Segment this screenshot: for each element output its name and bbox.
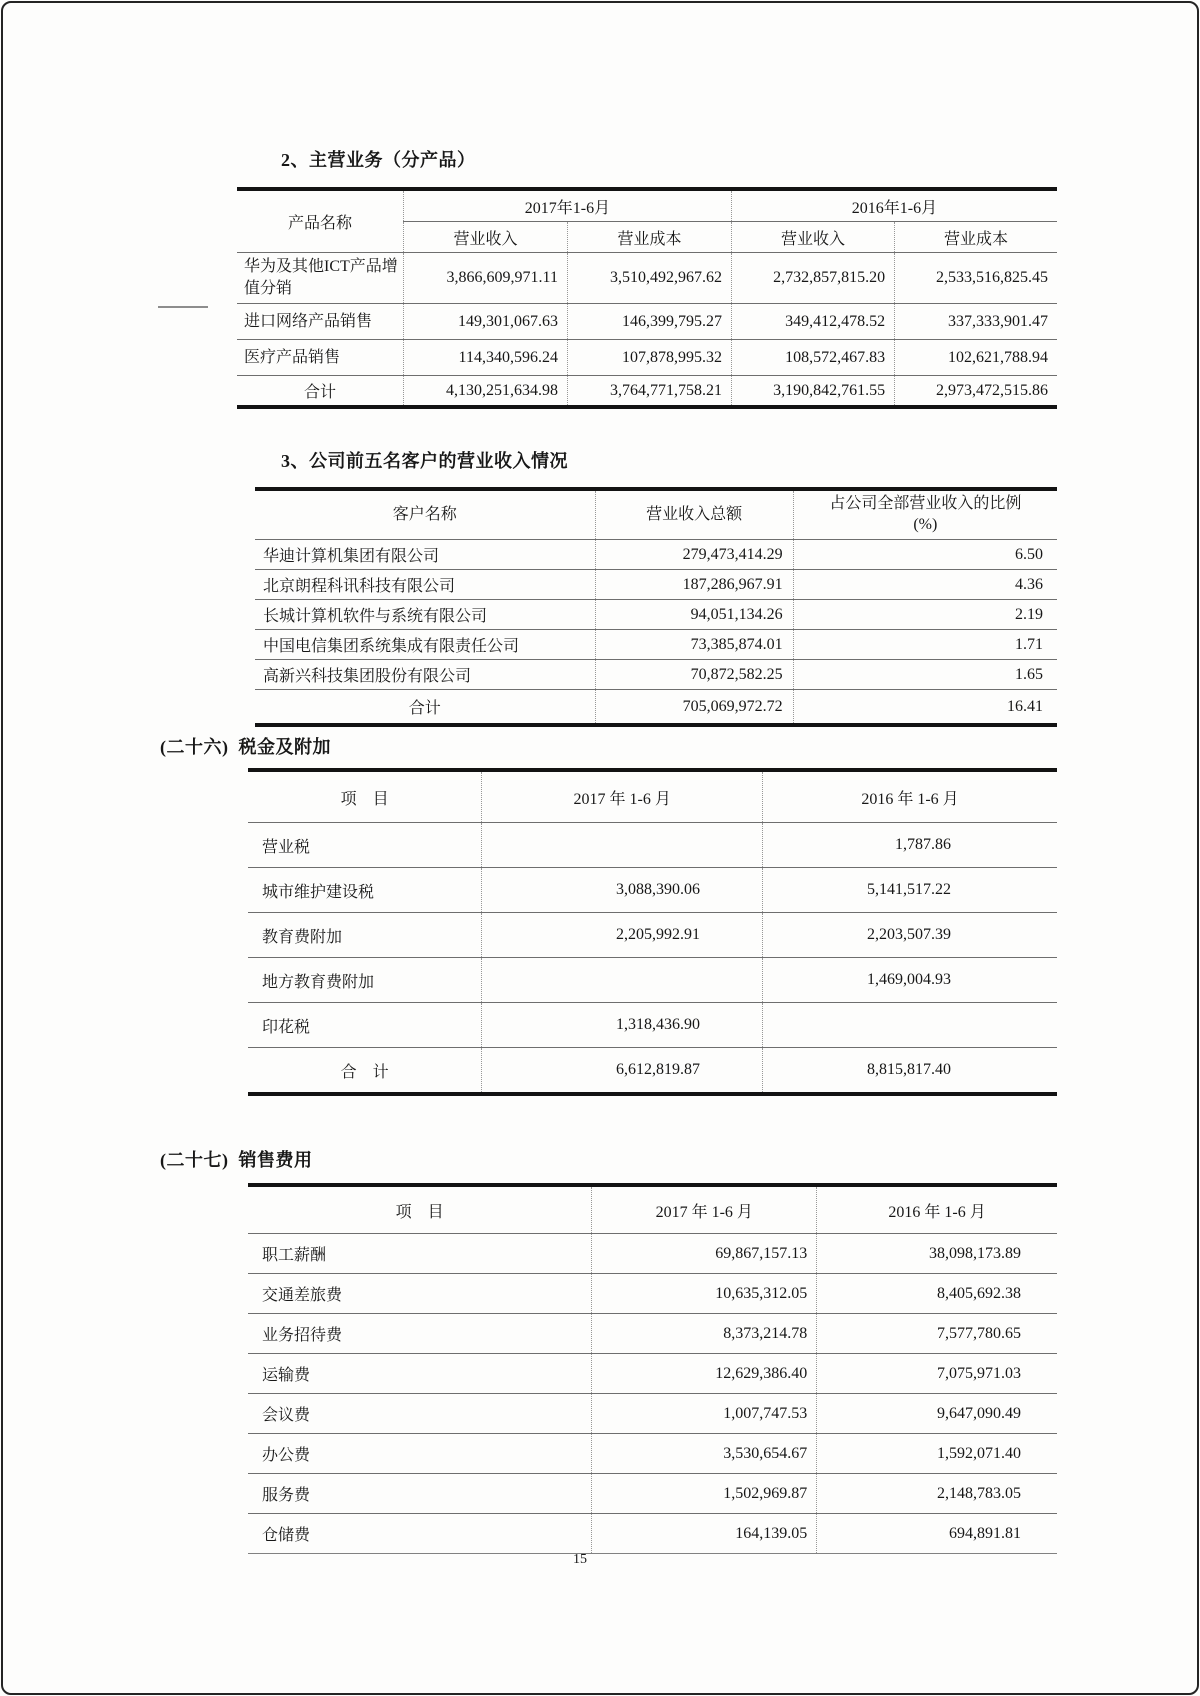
- row-label-cell: 营业税: [248, 823, 482, 868]
- table-header-row: [248, 1185, 1057, 1234]
- header-cell-period-2017: 2017年1-6月: [403, 189, 731, 222]
- ratio-cell: 2.19: [793, 600, 1057, 630]
- customer-name-cell: 中国电信集团系统集成有限责任公司: [255, 630, 595, 660]
- row-label-cell: 印花税: [248, 1003, 482, 1048]
- value-cell: 12,629,386.40: [592, 1354, 817, 1394]
- value-cell: 8,373,214.78: [592, 1314, 817, 1354]
- value-cell: 349,412,478.52: [731, 304, 894, 340]
- table-row: [248, 1394, 1057, 1434]
- row-label-cell: 业务招待费: [248, 1314, 592, 1354]
- section-title: 税金及附加: [238, 737, 331, 757]
- value-cell: 279,473,414.29: [595, 540, 793, 570]
- table-row: [255, 570, 1057, 600]
- value-cell: 2,203,507.39: [763, 913, 1057, 958]
- value-cell: 146,399,795.27: [567, 304, 731, 340]
- customer-name-cell: 北京朗程科讯科技有限公司: [255, 570, 595, 600]
- table-row: [237, 253, 1057, 304]
- total-label-cell: 合计: [255, 690, 595, 726]
- value-cell: 3,866,609,971.11: [403, 253, 567, 304]
- value-cell: 2,148,783.05: [817, 1474, 1057, 1514]
- section-heading-taxes: [160, 733, 331, 759]
- total-value-cell: 6,612,819.87: [482, 1048, 763, 1095]
- ratio-cell: 6.50: [793, 540, 1057, 570]
- value-cell: 70,872,582.25: [595, 660, 793, 690]
- section-number: 2、: [281, 150, 309, 170]
- value-cell: 7,577,780.65: [817, 1314, 1057, 1354]
- value-cell: 94,051,134.26: [595, 600, 793, 630]
- header-cell-revenue: 营业收入: [731, 222, 894, 253]
- value-cell: 164,139.05: [592, 1514, 817, 1554]
- value-cell: 3,530,654.67: [592, 1434, 817, 1474]
- value-cell: 1,502,969.87: [592, 1474, 817, 1514]
- table-row: [255, 540, 1057, 570]
- ratio-cell: 4.36: [793, 570, 1057, 600]
- value-cell: [763, 1003, 1057, 1048]
- value-cell: 1,318,436.90: [482, 1003, 763, 1048]
- value-cell: 69,867,157.13: [592, 1234, 817, 1274]
- section-title: 公司前五名客户的营业收入情况: [309, 451, 568, 471]
- row-label-cell: 医疗产品销售: [237, 340, 403, 376]
- value-cell: 114,340,596.24: [403, 340, 567, 376]
- value-cell: 2,533,516,825.45: [895, 253, 1057, 304]
- header-cell-cost: 营业成本: [567, 222, 731, 253]
- table-total-row: [255, 690, 1057, 726]
- total-value-cell: 2,973,472,515.86: [895, 376, 1057, 408]
- table-row: [248, 913, 1057, 958]
- row-label-cell: 运输费: [248, 1354, 592, 1394]
- header-cell-period-2016: 2016年1-6月: [731, 189, 1057, 222]
- row-label-cell: 服务费: [248, 1474, 592, 1514]
- total-value-cell: 4,130,251,634.98: [403, 376, 567, 408]
- table-row: [248, 868, 1057, 913]
- value-cell: 108,572,467.83: [731, 340, 894, 376]
- value-cell: 1,787.86: [763, 823, 1057, 868]
- table-total-row: [237, 376, 1057, 408]
- value-cell: 10,635,312.05: [592, 1274, 817, 1314]
- total-value-cell: 3,190,842,761.55: [731, 376, 894, 408]
- total-value-cell: 705,069,972.72: [595, 690, 793, 726]
- value-cell: 9,647,090.49: [817, 1394, 1057, 1434]
- table-row: [248, 1314, 1057, 1354]
- section-title: 主营业务（分产品）: [309, 150, 476, 170]
- section-number: 3、: [281, 451, 309, 471]
- value-cell: 7,075,971.03: [817, 1354, 1057, 1394]
- value-cell: 1,592,071.40: [817, 1434, 1057, 1474]
- section-number: (二十六): [160, 737, 229, 757]
- section-heading-selling-expenses: [160, 1146, 313, 1172]
- table-row: [248, 1003, 1057, 1048]
- table-row: [237, 304, 1057, 340]
- value-cell: [482, 823, 763, 868]
- row-label-cell: 交通差旅费: [248, 1274, 592, 1314]
- section-title: 销售费用: [238, 1150, 313, 1170]
- value-cell: 2,205,992.91: [482, 913, 763, 958]
- table-row: [248, 1474, 1057, 1514]
- ratio-cell: 1.65: [793, 660, 1057, 690]
- value-cell: 102,621,788.94: [895, 340, 1057, 376]
- table-row: [255, 660, 1057, 690]
- main-products-table: [237, 187, 1057, 409]
- table-total-row: [248, 1048, 1057, 1095]
- section-heading-top-customers: [255, 447, 568, 473]
- table-row: [248, 1234, 1057, 1274]
- table-row: [248, 1274, 1057, 1314]
- header-cell-period-2017: 2017 年 1-6 月: [592, 1185, 817, 1234]
- row-label-cell: 城市维护建设税: [248, 868, 482, 913]
- value-cell: 149,301,067.63: [403, 304, 567, 340]
- table-row: [248, 1354, 1057, 1394]
- row-label-cell: 华为及其他ICT产品增值分销: [237, 253, 403, 304]
- value-cell: 187,286,967.91: [595, 570, 793, 600]
- value-cell: 5,141,517.22: [763, 868, 1057, 913]
- header-cell-total-revenue: 营业收入总额: [595, 489, 793, 540]
- value-cell: 337,333,901.47: [895, 304, 1057, 340]
- customer-name-cell: 长城计算机软件与系统有限公司: [255, 600, 595, 630]
- row-label-cell: 仓储费: [248, 1514, 592, 1554]
- customer-name-cell: 华迪计算机集团有限公司: [255, 540, 595, 570]
- table-row: [248, 1514, 1057, 1554]
- total-label-cell: 合计: [237, 376, 403, 408]
- header-cell-product-name: 产品名称: [237, 189, 403, 253]
- ratio-cell: 1.71: [793, 630, 1057, 660]
- row-label-cell: 地方教育费附加: [248, 958, 482, 1003]
- table-header-row: [248, 770, 1057, 823]
- total-value-cell: 3,764,771,758.21: [567, 376, 731, 408]
- value-cell: 73,385,874.01: [595, 630, 793, 660]
- value-cell: 1,007,747.53: [592, 1394, 817, 1434]
- customer-name-cell: 高新兴科技集团股份有限公司: [255, 660, 595, 690]
- header-cell-item: 项 目: [248, 1185, 592, 1234]
- value-cell: 38,098,173.89: [817, 1234, 1057, 1274]
- table-row: [248, 823, 1057, 868]
- header-ratio-line2: (%): [913, 516, 938, 533]
- row-label-cell: 会议费: [248, 1394, 592, 1434]
- header-ratio-line1: 占公司全部营业收入的比例: [829, 495, 1022, 513]
- margin-dash-mark: [158, 306, 208, 308]
- header-cell-item: 项 目: [248, 770, 482, 823]
- page-number: 15: [573, 1552, 587, 1567]
- header-cell-period-2016: 2016 年 1-6 月: [763, 770, 1057, 823]
- value-cell: 3,088,390.06: [482, 868, 763, 913]
- value-cell: 1,469,004.93: [763, 958, 1057, 1003]
- value-cell: [482, 958, 763, 1003]
- row-label-cell: 进口网络产品销售: [237, 304, 403, 340]
- table-header-row: [255, 489, 1057, 540]
- header-cell-cost: 营业成本: [895, 222, 1057, 253]
- value-cell: 107,878,995.32: [567, 340, 731, 376]
- header-cell-revenue: 营业收入: [403, 222, 567, 253]
- value-cell: 8,405,692.38: [817, 1274, 1057, 1314]
- header-cell-revenue-ratio: [793, 489, 1057, 540]
- header-cell-period-2017: 2017 年 1-6 月: [482, 770, 763, 823]
- value-cell: 3,510,492,967.62: [567, 253, 731, 304]
- row-label-cell: 职工薪酬: [248, 1234, 592, 1274]
- selling-expenses-table: [248, 1183, 1057, 1554]
- total-value-cell: 8,815,817.40: [763, 1048, 1057, 1095]
- total-ratio-cell: 16.41: [793, 690, 1057, 726]
- top-customers-table: [255, 487, 1057, 727]
- header-cell-customer-name: 客户名称: [255, 489, 595, 540]
- row-label-cell: 教育费附加: [248, 913, 482, 958]
- table-row: [255, 600, 1057, 630]
- taxes-table: [248, 768, 1057, 1096]
- total-label-cell: 合 计: [248, 1048, 482, 1095]
- header-cell-period-2016: 2016 年 1-6 月: [817, 1185, 1057, 1234]
- table-row: [237, 340, 1057, 376]
- table-row: [248, 958, 1057, 1003]
- table-row: [255, 630, 1057, 660]
- table-header-row: [237, 189, 1057, 222]
- section-heading-main-products: [255, 146, 476, 172]
- section-number: (二十七): [160, 1150, 229, 1170]
- value-cell: 2,732,857,815.20: [731, 253, 894, 304]
- value-cell: 694,891.81: [817, 1514, 1057, 1554]
- row-label-cell: 办公费: [248, 1434, 592, 1474]
- table-row: [248, 1434, 1057, 1474]
